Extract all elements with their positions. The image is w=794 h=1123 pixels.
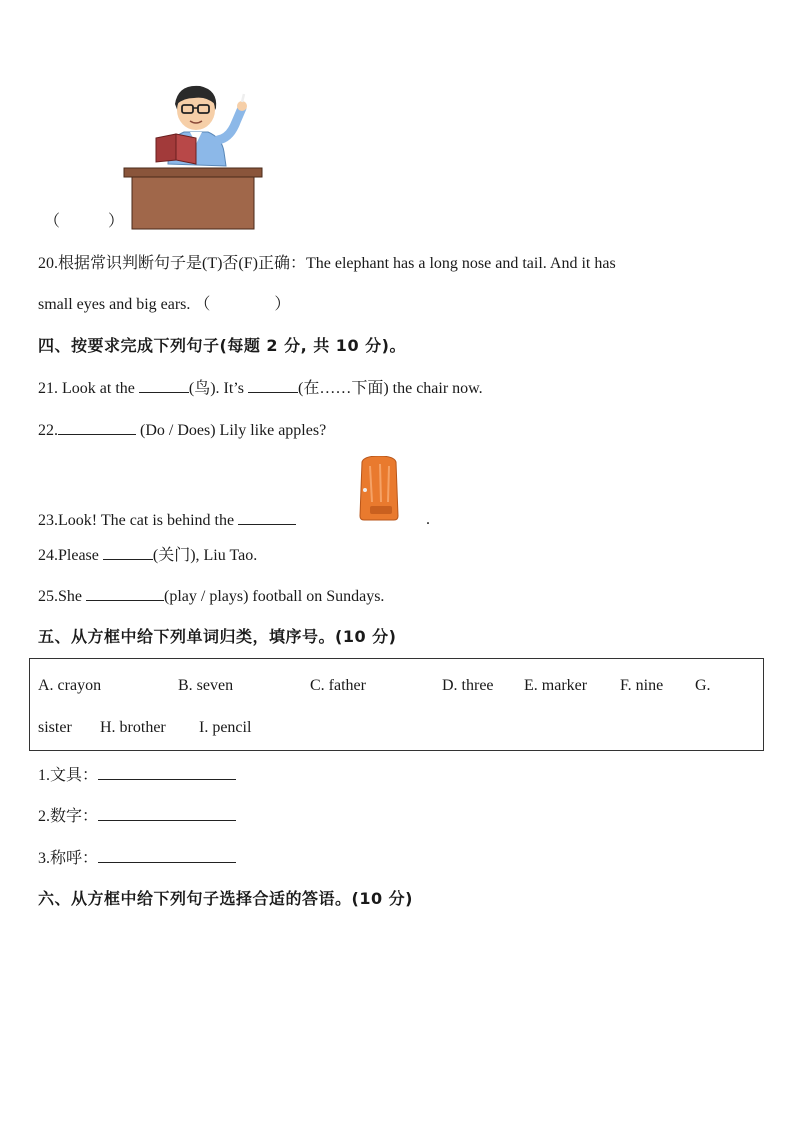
- option-c: C. father: [310, 677, 366, 694]
- option-e: E. marker: [524, 677, 588, 694]
- answer-blank[interactable]: [98, 806, 236, 821]
- question-20-line2: small eyes and big ears. （ ）: [38, 296, 291, 313]
- question-23-period: .: [426, 511, 430, 528]
- question-25-text-b: (play / plays) football on Sundays.: [164, 588, 385, 605]
- question-23-text-a: 23.Look! The cat is behind the: [38, 512, 239, 529]
- answer-blank[interactable]: [103, 545, 153, 560]
- answer-blank[interactable]: [58, 420, 136, 435]
- question-24-text-a: 24.Please: [38, 547, 103, 564]
- question-25-text-a: 25.She: [38, 588, 86, 605]
- option-d: D. three: [442, 677, 494, 694]
- answer-blank[interactable]: [248, 378, 298, 393]
- section-4-title: 四、按要求完成下列句子(每题 2 分, 共 10 分)。: [38, 336, 406, 355]
- option-h: H. brother: [100, 719, 166, 736]
- word-box: [29, 658, 764, 751]
- option-a: A. crayon: [38, 677, 102, 694]
- category-1: [38, 765, 236, 786]
- question-22-text-b: (Do / Does) Lily like apples?: [136, 422, 327, 439]
- question-25: [38, 586, 384, 607]
- option-b: B. seven: [178, 677, 234, 694]
- category-3-label: 3.称呼：: [38, 850, 99, 867]
- question-21-text-b: (鸟). It’s: [188, 380, 248, 397]
- teacher-at-desk-illustration: [118, 82, 268, 232]
- answer-blank[interactable]: [139, 378, 189, 393]
- option-i: I. pencil: [199, 719, 252, 736]
- option-f: F. nine: [620, 677, 664, 694]
- question-23: [38, 510, 296, 531]
- category-2-label: 2.数字：: [38, 808, 99, 825]
- question-21-text-a: 21. Look at the: [38, 380, 139, 397]
- category-2: [38, 806, 236, 827]
- section-6-title: 六、从方框中给下列句子选择合适的答语。(10 分): [38, 889, 413, 908]
- question-21-text-c: (在……下面) the chair now.: [297, 380, 483, 397]
- option-g-label: G.: [695, 677, 711, 694]
- question-21: [38, 378, 483, 399]
- category-3: [38, 848, 236, 869]
- answer-blank[interactable]: [98, 848, 236, 863]
- option-g-word: sister: [38, 719, 72, 736]
- door-illustration: [356, 456, 402, 522]
- question-24: [38, 545, 257, 566]
- question-22-text-a: 22.: [38, 422, 58, 439]
- question-20-line1: 20.根据常识判断句子是(T)否(F)正确：The elephant has a long nose and tail. And it has: [38, 255, 616, 272]
- section-5-title: 五、从方框中给下列单词归类，填序号。(10 分): [38, 627, 397, 646]
- category-1-label: 1.文具：: [38, 767, 99, 784]
- answer-blank[interactable]: [98, 765, 236, 780]
- question-22: [38, 420, 326, 441]
- question-24-text-b: (关门), Liu Tao.: [152, 547, 258, 564]
- answer-blank[interactable]: [238, 510, 296, 525]
- answer-blank[interactable]: [86, 586, 164, 601]
- answer-paren-top: （ ）: [44, 213, 125, 230]
